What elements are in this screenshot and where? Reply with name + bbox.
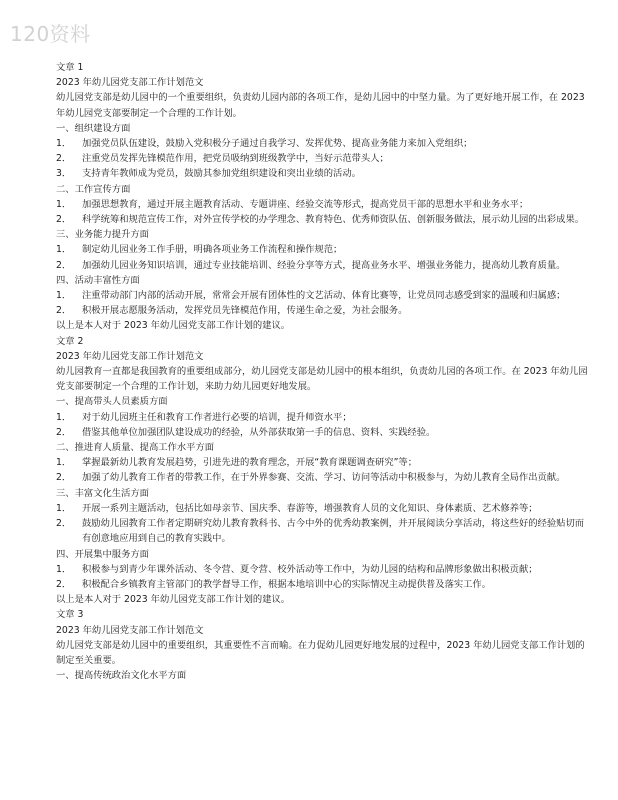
list-item-text: 开展一系列主题活动，包括比如母亲节、国庆季、春游等，增强教育人员的文化知识、身体素质、艺术修养等；: [82, 502, 538, 514]
article-intro: 幼儿园党支部是幼儿园中的一个重要组织，负责幼儿园内部的各项工作，是幼儿园中的中坚力量。为了更好地开展工作，在 2023 年幼儿园党支部要制定一个合理的工作计划。: [56, 92, 585, 119]
list-item-number: 1．: [56, 457, 72, 469]
list-item: [56, 151, 590, 166]
list-item-text: 加强党员队伍建设，鼓励入党积极分子通过自我学习、发挥优势、提高业务能力来加入党组织；: [82, 138, 473, 150]
list-item-text: 加强思想教育，通过开展主题教育活动、专题讲座、经验交流等形式，提高党员干部的思想水平和业务水平；: [82, 198, 529, 210]
list-item-number: 2．: [56, 426, 72, 438]
list-item-text: 注重党员发挥先锋模范作用，把党员吸纳到班级教学中，当好示范带头人；: [82, 153, 389, 165]
section-title: 一、提高带头人员素质方面: [56, 396, 168, 408]
list-item: [56, 166, 590, 181]
section-title: 四、开展集中服务方面: [56, 548, 149, 560]
list-item-text: 科学统筹和规范宣传工作，对外宣传学校的办学理念、教育特色、优秀师资队伍、创新服务做法，展示幼儿园的出彩成果。: [82, 214, 585, 226]
list-item: [56, 258, 590, 273]
list-item: [56, 455, 590, 470]
list-item: [56, 425, 590, 440]
article-closing: 以上是本人对于 2023 年幼儿园党支部工作计划的建议。: [56, 320, 291, 332]
list-item-text: 注重带动部门内部的活动开展，常常会开展有团体性的文艺活动、体育比赛等，让党员同志感受到家的温暖和归属感；: [82, 290, 566, 302]
article-title: 2023 年幼儿园党支部工作计划范文: [56, 624, 204, 636]
list-item-number: 1．: [56, 563, 72, 575]
list-item-text: 借鉴其他单位加强团队建设成功的经验，从外部获取第一手的信息、资料、实践经验。: [82, 426, 436, 438]
list-item-number: 1．: [56, 244, 72, 256]
document-body: [56, 60, 590, 683]
list-item-number: 1．: [56, 411, 72, 423]
list-item-number: 2．: [56, 305, 72, 317]
article-title: 2023 年幼儿园党支部工作计划范文: [56, 350, 204, 362]
list-item-number: 2．: [56, 153, 72, 165]
list-item: [56, 288, 590, 303]
list-item-number: 1．: [56, 198, 72, 210]
list-item-number: 1．: [56, 502, 72, 514]
article-intro: 幼儿园教育一直都是我国教育的重要组成部分，幼儿园党支部是幼儿园中的根本组织，负责幼儿园的各项工作。在 2023 年幼儿园党支部要制定一个合理的工作计划，来助力幼儿园更好地发展。: [56, 366, 588, 393]
list-item: [56, 212, 590, 227]
list-item-text: 掌握最新幼儿教育发展趋势，引进先进的教育理念，开展“教育课题调查研究”等；: [82, 457, 418, 469]
section-title: 二、推进育人质量、提高工作水平方面: [56, 442, 215, 454]
list-item-number: 2．: [56, 472, 72, 484]
list-item-text: 加强了幼儿教育工作者的带教工作，在于外界参赛、交流、学习、访问等活动中积极参与，为幼儿教育全局作出贡献。: [82, 472, 566, 484]
list-item: [56, 410, 590, 425]
list-item-number: 2．: [56, 214, 72, 226]
list-item-text: 对于幼儿园班主任和教育工作者进行必要的培训，提升师资水平；: [82, 411, 352, 423]
list-item: [56, 516, 590, 546]
article-intro: 幼儿园党支部是幼儿园中的重要组织，其重要性不言而喻。在力促幼儿园更好地发展的过程中，2023 年幼儿园党支部工作计划的制定至关重要。: [56, 639, 585, 666]
section-title: 一、提高传统政治文化水平方面: [56, 670, 187, 682]
article-title: 2023 年幼儿园党支部工作计划范文: [56, 77, 204, 89]
list-item-text: 支持青年教师成为党员，鼓励其参加党组织建设和突出业绩的活动。: [82, 168, 361, 180]
list-item: [56, 303, 590, 318]
article-heading: 文章 3: [56, 609, 84, 621]
article-heading: 文章 2: [56, 335, 84, 347]
list-item-number: 1．: [56, 290, 72, 302]
list-item-text: 积极参与到青少年课外活动、冬令营、夏令营、校外活动等工作中，为幼儿园的结构和品牌形象做出积极贡献；: [82, 563, 538, 575]
list-item-text: 鼓励幼儿园教育工作者定期研究幼儿教育教科书、古今中外的优秀幼教案例，并开展阅读分享活动，将这些好的经验贴切而有创意地应用到自己的教育实践中。: [82, 518, 585, 545]
watermark-logo: 120资料: [10, 22, 91, 46]
list-item: [56, 562, 590, 577]
list-item: [56, 501, 590, 516]
list-item: [56, 577, 590, 592]
list-item-number: 2．: [56, 259, 72, 271]
article-closing: 以上是本人对于 2023 年幼儿园党支部工作计划的建议。: [56, 594, 291, 606]
list-item: [56, 136, 590, 151]
list-item-text: 积极配合乡镇教育主管部门的教学督导工作，根据本地培训中心的实际情况主动提供普及落实工作。: [82, 578, 492, 590]
list-item: [56, 197, 590, 212]
list-item-number: 1．: [56, 138, 72, 150]
section-title: 四、活动丰富性方面: [56, 274, 140, 286]
list-item-text: 加强幼儿园业务知识培训，通过专业技能培训、经验分享等方式，提高业务水平、增强业务能力，提高幼儿教育质量。: [82, 259, 566, 271]
section-title: 三、丰富文化生活方面: [56, 487, 149, 499]
list-item-number: 2．: [56, 518, 72, 530]
section-title: 三、业务能力提升方面: [56, 229, 149, 241]
list-item-text: 积极开展志愿服务活动，发挥党员先锋模范作用，传递生命之爱，为社会服务。: [82, 305, 408, 317]
section-title: 一、组织建设方面: [56, 122, 131, 134]
list-item: [56, 470, 590, 485]
list-item-text: 制定幼儿园业务工作手册，明确各项业务工作流程和操作规范；: [82, 244, 343, 256]
section-title: 二、工作宣传方面: [56, 183, 131, 195]
list-item-number: 2．: [56, 578, 72, 590]
article-heading: 文章 1: [56, 62, 84, 73]
list-item: [56, 242, 590, 257]
list-item-number: 3．: [56, 168, 72, 180]
